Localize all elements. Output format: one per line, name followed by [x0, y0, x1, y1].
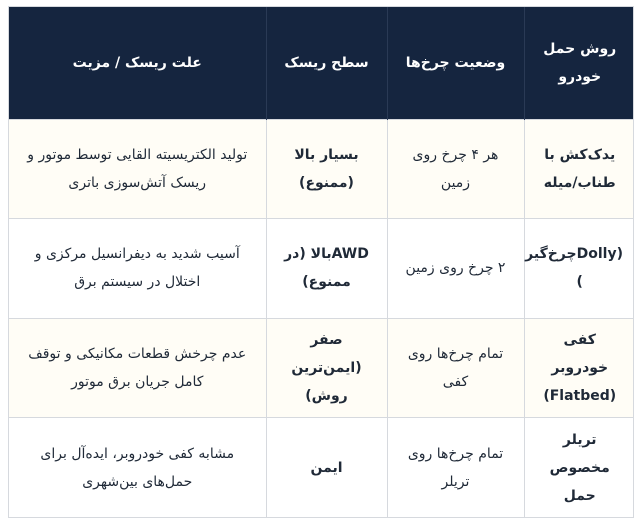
cell-risk: ایمن [266, 418, 387, 518]
cell-wheels: تمام چرخ‌ها روی تریلر [387, 418, 524, 518]
cell-method: (Dollyچرخ‌گیر ) [524, 219, 634, 319]
comparison-table-container [8, 6, 634, 518]
cell-wheels: هر ۴ چرخ روی زمین [387, 119, 524, 219]
cell-method: تریلر مخصوص حمل [524, 418, 634, 518]
cell-method: کفی خودروبر (Flatbed) [524, 318, 634, 418]
towing-methods-table [9, 7, 634, 517]
cell-method: یدک‌کش با طناب/میله [524, 119, 634, 219]
cell-reason: مشابه کفی خودروبر، ایده‌آل برای حمل‌های بین‌شهری [9, 418, 266, 518]
table-row [9, 119, 634, 219]
cell-risk: AWDبالا (در ممنوع) [266, 219, 387, 319]
cell-reason: آسیب شدید به دیفرانسیل مرکزی و اختلال در سیستم برق [9, 219, 266, 319]
cell-reason: تولید الکتریسیته القایی توسط موتور و ریسک آتش‌سوزی باتری [9, 119, 266, 219]
header-method: روش حمل خودرو [524, 7, 634, 119]
table-row [9, 318, 634, 418]
header-reason: علت ریسک / مزیت [9, 7, 266, 119]
cell-risk: صفر (ایمن‌ترین روش) [266, 318, 387, 418]
table-header-row [9, 7, 634, 119]
header-wheels: وضعیت چرخ‌ها [387, 7, 524, 119]
cell-reason: عدم چرخش قطعات مکانیکی و توقف کامل جریان برق موتور [9, 318, 266, 418]
header-risk: سطح ریسک [266, 7, 387, 119]
table-row [9, 418, 634, 518]
cell-risk: بسیار بالا (ممنوع) [266, 119, 387, 219]
cell-wheels: تمام چرخ‌ها روی کفی [387, 318, 524, 418]
cell-wheels: ۲ چرخ روی زمین [387, 219, 524, 319]
table-row [9, 219, 634, 319]
